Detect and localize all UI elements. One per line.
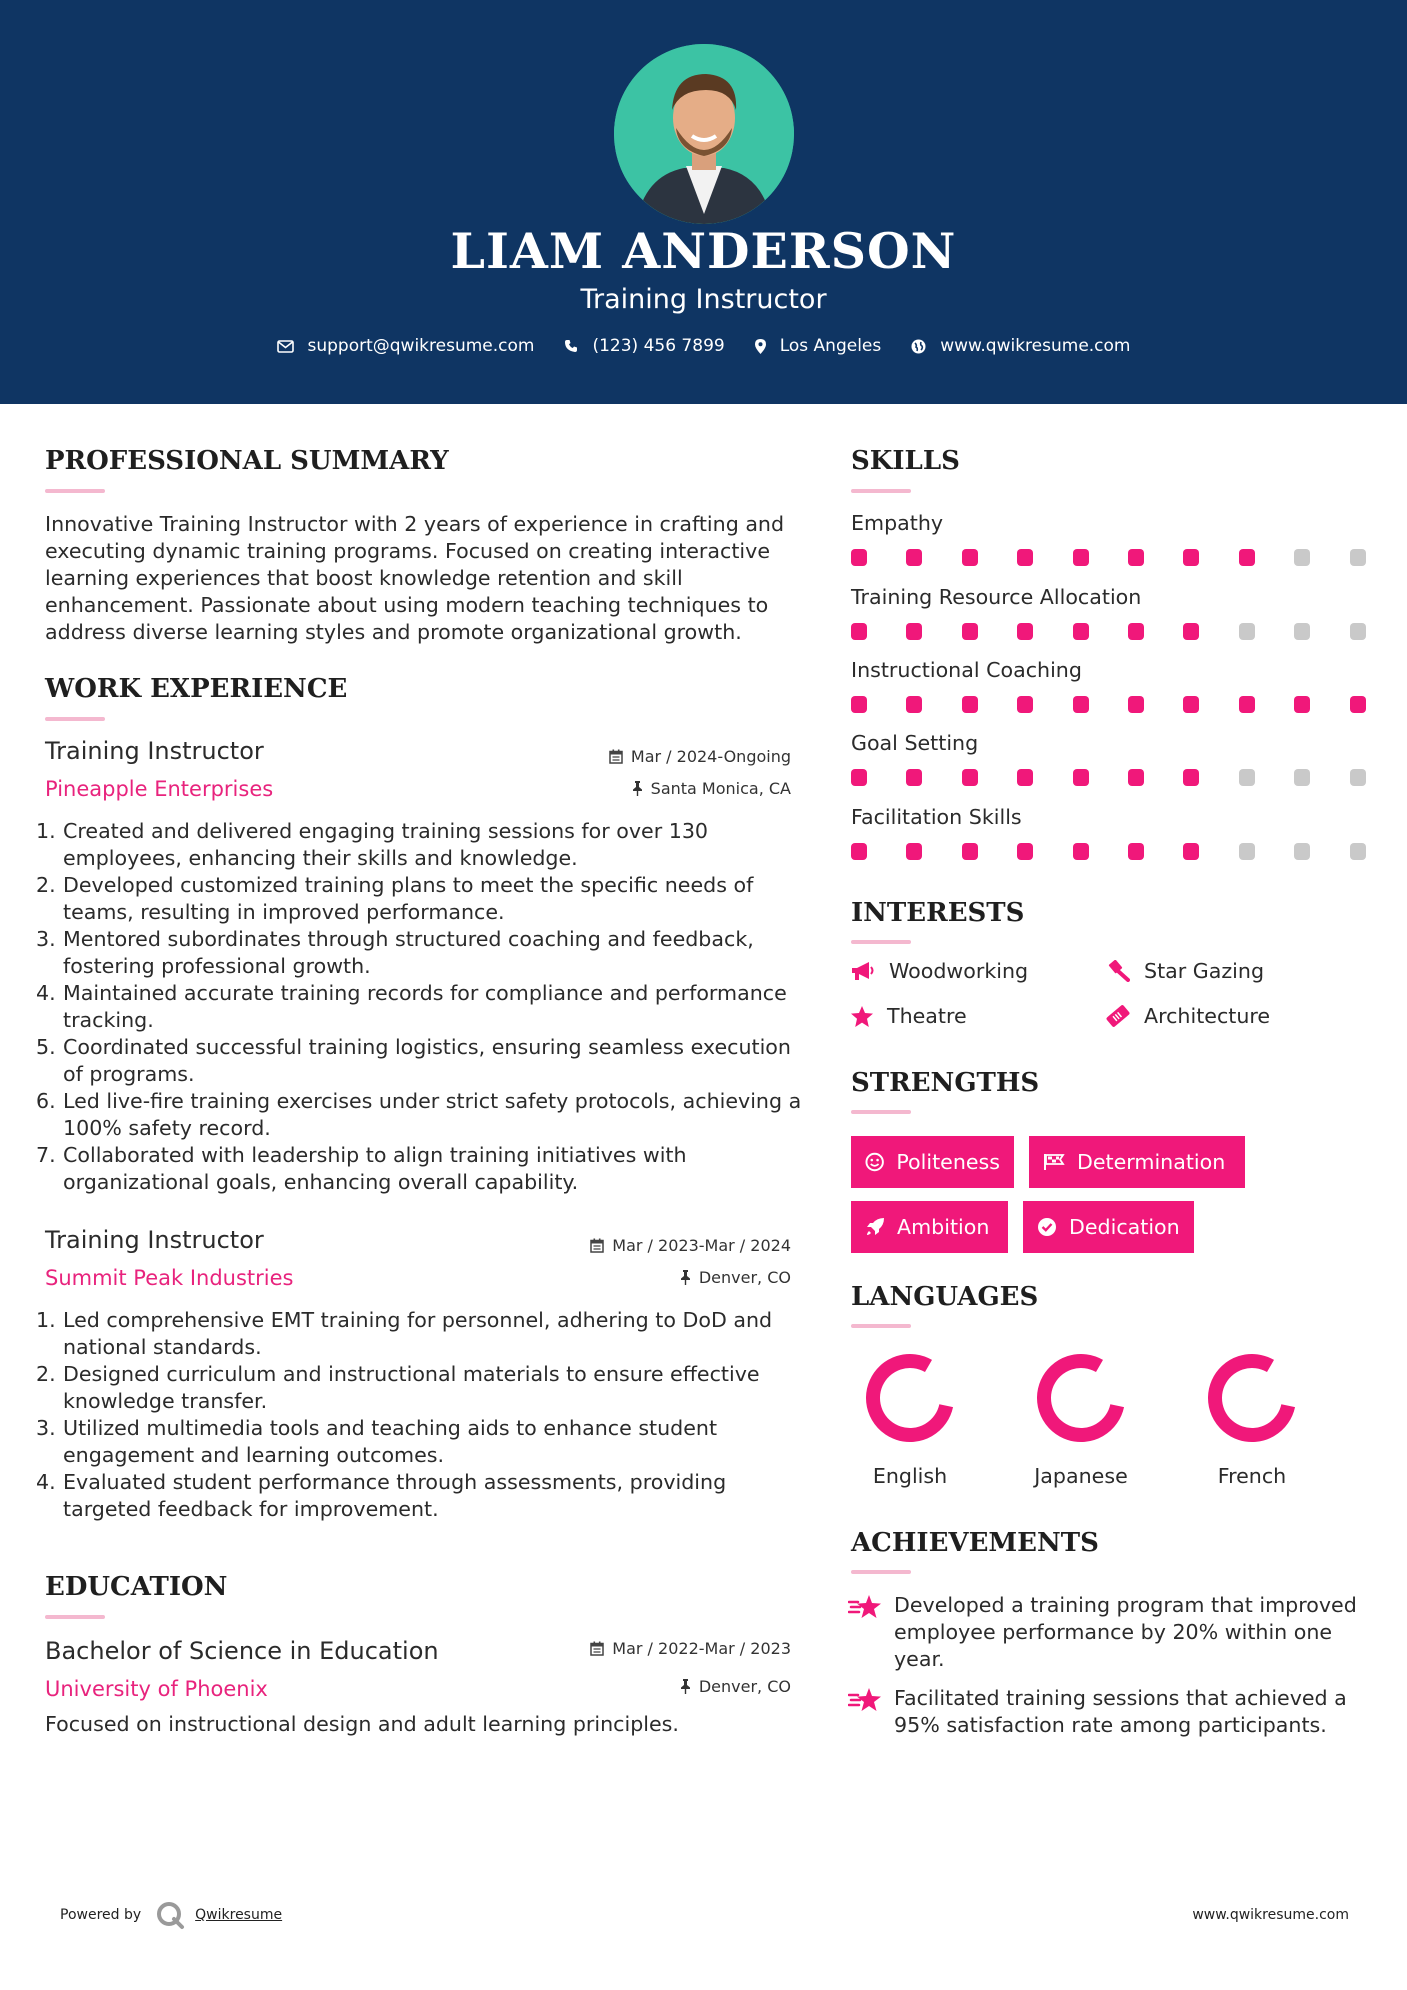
achievement-item [848,1685,1364,1739]
skill-dot [1017,769,1033,786]
interest-label: Star Gazing [1144,959,1265,983]
skills-heading: SKILLS [851,446,960,476]
education-heading: EDUCATION [45,1572,228,1602]
skill-dot [1017,549,1033,566]
contact-website-text: www.qwikresume.com [940,336,1131,356]
job-dates-text: Mar / 2024-Ongoing [630,747,791,766]
brand-link[interactable]: Qwikresume [195,1907,283,1923]
skill-dot [1073,769,1089,786]
job-title: Training Instructor [45,737,264,765]
list-item: 6. Led live-fire training exercises under strict safety protocols, achieving a 100% safety record. [36,1089,802,1140]
interest-label: Woodworking [889,959,1029,983]
skill-dot [851,549,867,566]
language-item [1192,1350,1312,1488]
megaphone-icon [851,961,875,981]
contact-phone-text: (123) 456 7899 [592,336,725,356]
globe-icon [911,339,926,354]
skill-dot [1183,769,1199,786]
strength-label: Dedication [1069,1215,1180,1239]
skill-dot [906,843,922,860]
list-item: 3. Utilized multimedia tools and teaching aids to enhance student engagement and learning outcomes. [36,1416,718,1467]
skill-dot [1183,696,1199,713]
section-underline [45,1615,105,1619]
skill-dot [962,549,978,566]
job-duties-list [36,818,806,1196]
skill-dot [906,623,922,640]
contact-location-text: Los Angeles [779,336,882,356]
company-name: Pineapple Enterprises [45,777,274,801]
skill-dot [1350,769,1366,786]
language-progress-arc [1044,1361,1117,1435]
summary-heading: PROFESSIONAL SUMMARY [45,446,449,476]
skill-dot [851,843,867,860]
company-name: Summit Peak Industries [45,1266,294,1290]
contact-location [755,336,882,356]
skill-dot [1350,623,1366,640]
shooting-star-icon [848,1687,882,1713]
candidate-name: LIAM ANDERSON [450,222,957,280]
calendar-icon [590,1641,604,1656]
job-location [632,779,791,798]
skill-dot [1073,696,1089,713]
list-item: 3. Mentored subordinates through structured coaching and feedback, fostering professional growth. [36,927,754,978]
list-item: 4. Evaluated student performance through assessments, providing targeted feedback for improvement. [36,1470,727,1521]
skill-name: Instructional Coaching [851,658,1082,682]
language-progress-ring [1204,1350,1300,1446]
education-dates [590,1639,791,1658]
job-location [680,1268,791,1287]
list-item: 5. Coordinated successful training logistics, ensuring seamless execution of programs. [36,1035,791,1086]
strength-label: Ambition [897,1215,990,1239]
skill-dot [962,696,978,713]
smile-icon [865,1152,884,1172]
phone-icon [564,339,578,353]
star-icon [851,1006,873,1027]
skill-dot [1073,843,1089,860]
section-underline [851,940,911,944]
section-underline [851,489,911,493]
pushpin-icon [680,1679,691,1694]
calendar-icon [609,749,623,764]
language-progress-ring [1033,1350,1129,1446]
contact-website[interactable] [911,336,1130,356]
section-underline [851,1570,911,1574]
skill-dot [1128,696,1144,713]
calendar-icon [590,1238,604,1253]
contact-bar [0,336,1407,356]
flag-icon [1043,1153,1065,1171]
envelope-icon [277,340,294,353]
education-location-text: Denver, CO [698,1677,791,1696]
skill-dot [1294,696,1310,713]
skill-dot [1239,549,1255,566]
skill-dot [906,769,922,786]
list-item: 4. Maintained accurate training records for compliance and performance tracking. [36,981,787,1032]
languages-heading: LANGUAGES [851,1282,1039,1312]
skill-dot [851,696,867,713]
achievement-item [848,1592,1364,1673]
skill-dot [1294,549,1310,566]
list-item: 7. Collaborated with leadership to align training initiatives with organizational goals, enhancing overall capability. [36,1143,687,1194]
shooting-star-icon [848,1594,882,1620]
language-name: Japanese [1034,1464,1128,1488]
skill-dot [1017,623,1033,640]
skill-name: Training Resource Allocation [851,585,1142,609]
footer-url[interactable]: www.qwikresume.com [1192,1907,1349,1923]
list-item: 1. Led comprehensive EMT training for personnel, adhering to DoD and national standards. [36,1308,773,1359]
check-circle-icon [1037,1217,1057,1237]
skill-dot [1128,549,1144,566]
skill-dot [962,769,978,786]
language-progress-arc [1215,1361,1288,1435]
skill-dot [1350,843,1366,860]
skill-dot [851,623,867,640]
skill-dot [1239,769,1255,786]
list-item: 2. Developed customized training plans to meet the specific needs of teams, resulting in improved performance. [36,873,754,924]
interests-heading: INTERESTS [851,898,1025,928]
language-item [1021,1350,1141,1488]
skill-dot [1239,696,1255,713]
skill-dot [1183,843,1199,860]
strength-badge [1023,1201,1194,1253]
section-underline [851,1324,911,1328]
skill-dot [1350,549,1366,566]
job-dates [590,1236,791,1255]
strength-badge [851,1136,1014,1188]
education-description: Focused on instructional design and adult learning principles. [45,1712,679,1736]
powered-by-text: Powered by [60,1907,142,1923]
language-name: English [872,1464,948,1488]
skill-dot [906,696,922,713]
skill-dot [1017,696,1033,713]
strengths-heading: STRENGTHS [851,1068,1040,1098]
list-item: 1. Created and delivered engaging training sessions for over 130 employees, enhancing their skills and knowledge. [36,819,709,870]
language-progress-arc [873,1361,946,1435]
language-name: French [1217,1464,1287,1488]
strength-label: Politeness [896,1150,1000,1174]
pushpin-icon [680,1270,691,1285]
contact-email-text: support@qwikresume.com [307,336,535,356]
strength-badge [1029,1136,1245,1188]
achievement-text: Developed a training program that improved employee performance by 20% within one year. [894,1593,1357,1671]
language-progress-ring [862,1350,958,1446]
skill-dot [1239,623,1255,640]
education-location [680,1677,791,1696]
education-dates-text: Mar / 2022-Mar / 2023 [612,1639,791,1658]
job-location-text: Denver, CO [698,1268,791,1287]
experience-heading: WORK EXPERIENCE [45,674,348,704]
skill-dot [1128,769,1144,786]
ticket-icon [1106,1005,1130,1027]
interest-item [1106,1004,1270,1028]
achievement-text: Facilitated training sessions that achieved a 95% satisfaction rate among participants. [894,1686,1347,1737]
footer-powered-by [60,1900,282,1930]
resume-header [0,0,1407,404]
profile-photo [614,44,794,224]
skill-name: Goal Setting [851,731,979,755]
pushpin-icon [632,781,643,796]
degree-title: Bachelor of Science in Education [45,1637,439,1665]
list-item: 2. Designed curriculum and instructional materials to ensure effective knowledge transfer. [36,1362,760,1413]
skill-dot [962,843,978,860]
interest-item [1106,959,1264,983]
skill-dot [1183,623,1199,640]
candidate-title: Training Instructor [580,284,827,315]
skill-dot [1128,623,1144,640]
section-underline [45,717,105,721]
job-dates-text: Mar / 2023-Mar / 2024 [612,1236,791,1255]
strength-label: Determination [1077,1150,1226,1174]
map-marker-icon [755,339,766,354]
skill-dot [1183,549,1199,566]
skill-dot [906,549,922,566]
interest-label: Theatre [887,1004,967,1028]
qwikresume-logo-icon [155,1900,185,1930]
skill-dot [962,623,978,640]
section-underline [45,489,105,493]
skill-dot [1294,769,1310,786]
achievements-heading: ACHIEVEMENTS [851,1528,1099,1558]
strength-badge [851,1201,1008,1253]
skill-dot [1350,696,1366,713]
summary-text: Innovative Training Instructor with 2 years of experience in crafting and executing dynamic training programs. Focused on creating interactive learning experiences that boost knowledge retention and skill enhancement. Passionate about using modern teaching techniques to address diverse learning styles and promote organizational growth. [45,512,785,644]
contact-email[interactable] [277,336,535,356]
skill-dot [1073,623,1089,640]
job-title: Training Instructor [45,1226,264,1254]
skill-dot [1073,549,1089,566]
rocket-icon [865,1217,885,1237]
interest-item [851,1004,967,1028]
skill-dot [1017,843,1033,860]
contact-phone[interactable] [564,336,724,356]
skill-dot [851,769,867,786]
gavel-icon [1106,960,1130,982]
skill-dot [1128,843,1144,860]
skill-dot [1294,843,1310,860]
person-photo-icon [614,44,794,224]
job-duties-list [36,1307,806,1523]
skill-dot [1294,623,1310,640]
skill-dot [1239,843,1255,860]
interest-label: Architecture [1144,1004,1271,1028]
interest-item [851,959,1028,983]
language-item [850,1350,970,1488]
section-underline [851,1110,911,1114]
skill-name: Facilitation Skills [851,805,1022,829]
skill-name: Empathy [851,511,944,535]
school-name: University of Phoenix [45,1677,268,1701]
job-location-text: Santa Monica, CA [650,779,791,798]
job-dates [609,747,791,766]
